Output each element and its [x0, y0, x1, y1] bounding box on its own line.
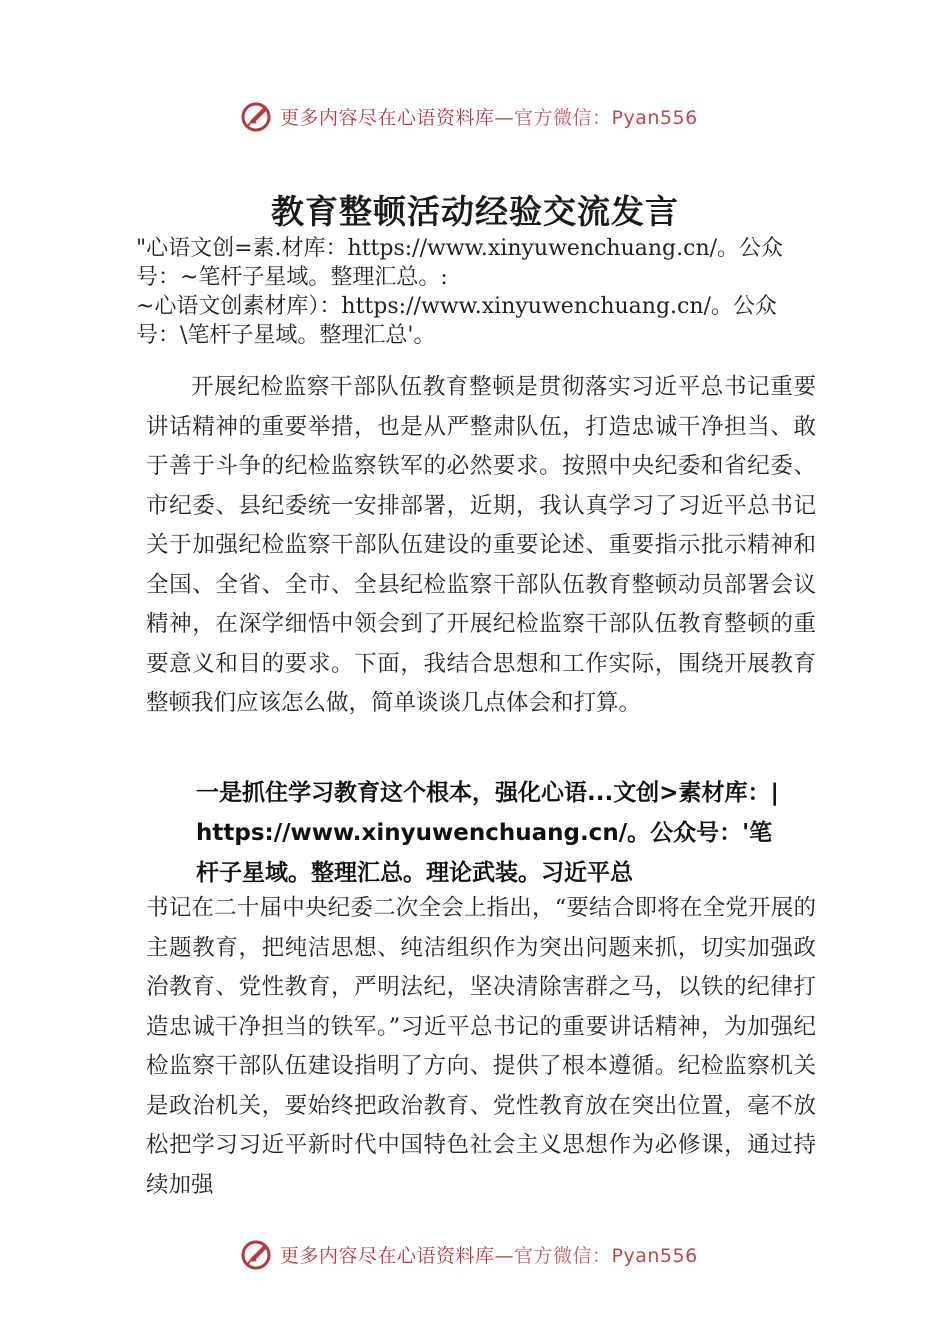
- banner-separator: —: [494, 1244, 515, 1267]
- brand-logo-icon: [240, 1237, 274, 1271]
- source-note-line: ~心语文创素材库）：https://www.xinyuwenchuang.cn/。公众: [136, 294, 777, 319]
- source-note-line: 号：\笔杆子星域。整理汇总'。: [136, 323, 436, 348]
- section-paragraph-text: 书记在二十届中央纪委二次全会上指出，“要结合即将在全党开展的主题教育，把纯洁思想、纯洁组织作为突出问题来抓，切实加强政治教育、党性教育，严明法纪，坚决清除害群之马，以铁的纪律打造忠诚干净担当的铁军。”习近平总书记的重要讲话精神，为加强纪检监察干部队伍建设指明了方向、提供了根本遵循。纪检监察机关是政治机关，要始终把政治教育、党性教育放在突出位置，毫不放松把学习习近平新时代中国特色社会主义思想作为必修课，通过持续加强: [146, 895, 816, 1198]
- source-note-line: 号：~笔杆子星域。整理汇总。:: [136, 265, 448, 290]
- banner-wechat-id: Pyan556: [611, 1244, 698, 1267]
- section-heading-line: 杆子星域。整理汇总。理论武装。习近平总: [196, 860, 633, 886]
- banner-wechat-label: 官方微信：: [514, 1244, 612, 1267]
- intro-paragraph-text: 开展纪检监察干部队伍教育整顿是贯彻落实习近平总书记重要讲话精神的重要举措，也是从严整肃队伍，打造忠诚干净担当、敢于善于斗争的纪检监察铁军的必然要求。按照中央纪委和省纪委、市纪委、县纪委统一安排部署，近期，我认真学习了习近平总书记关于加强纪检监察干部队伍建设的重要论述、重要指示批示精神和全国、全省、全市、全县纪检监察干部队伍教育整顿动员部署会议精神，在深学细悟中领会到了开展纪检监察干部队伍教育整顿的重要意义和目的要求。下面，我结合思想和工作实际，围绕开展教育整顿我们应该怎么做，简单谈谈几点体会和打算。: [146, 374, 816, 716]
- banner-separator: —: [494, 106, 515, 129]
- source-notes: [136, 234, 846, 350]
- section-heading: [196, 773, 836, 893]
- banner-text: [280, 103, 698, 130]
- section-paragraph: [146, 889, 816, 1205]
- footer-banner: [240, 1234, 760, 1274]
- page-title: 教育整顿活动经验交流发言: [271, 192, 679, 231]
- banner-main: 更多内容尽在心语资料库: [280, 106, 495, 129]
- header-banner: [240, 96, 760, 136]
- source-note-line: "心语文创=素.材库：https://www.xinyuwenchuang.cn/。公众: [136, 236, 784, 261]
- banner-wechat-label: 官方微信：: [514, 106, 612, 129]
- intro-paragraph: [146, 368, 816, 724]
- section-heading-line: 一是抓住学习教育这个根本，强化心语...文创>素材库：|: [196, 780, 779, 806]
- banner-text: [280, 1241, 698, 1268]
- banner-main: 更多内容尽在心语资料库: [280, 1244, 495, 1267]
- brand-logo-icon: [240, 99, 274, 133]
- section-heading-line: https://www.xinyuwenchuang.cn/。公众号：'笔: [196, 820, 773, 846]
- banner-wechat-id: Pyan556: [611, 106, 698, 129]
